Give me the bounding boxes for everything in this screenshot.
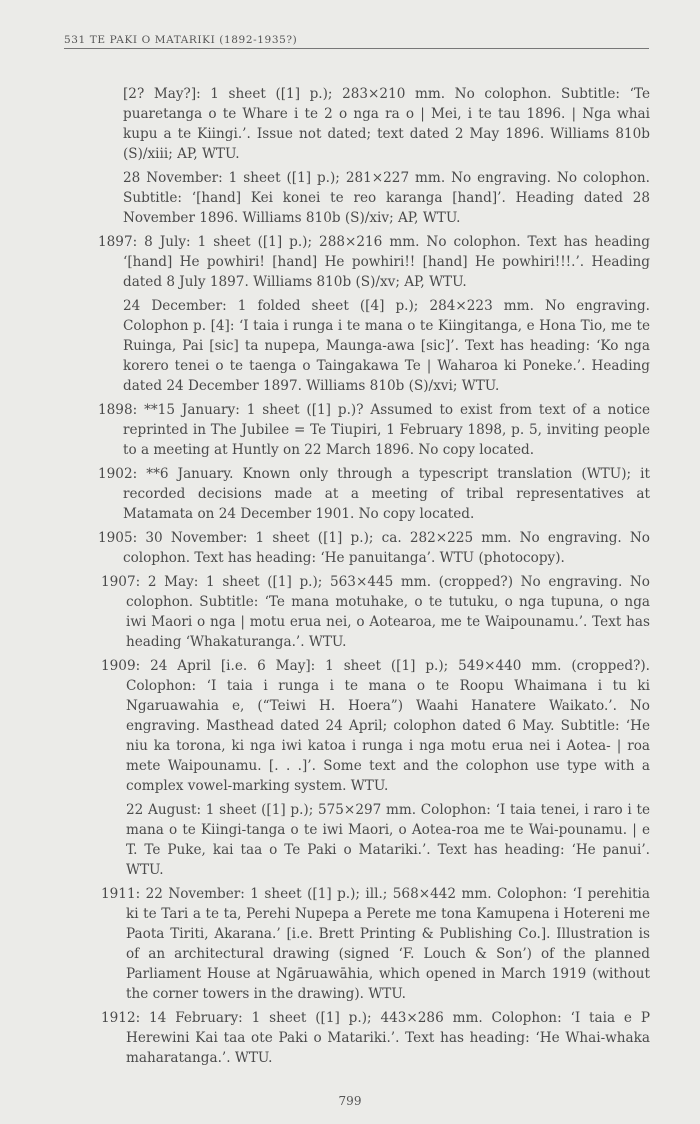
entry-1912: 1912: 14 February: 1 sheet ([1] p.); 443×286 mm. Colophon: ‘I taia e P Herewini Kai taa ote Paki o Matariki.’. Text has heading: ‘He Whai-whaka maharatanga.’. WTU. xyxy=(101,1010,650,1066)
entry-1909-august: 22 August: 1 sheet ([1] p.); 575×297 mm. Colophon: ‘I taia tenei, i raro i te mana o te Kiingi-tanga o te iwi Maori, o Aotea-roa me te Wai-pounamu. | e T. Te Puke, kai taa o Te Paki o Matariki.’. Text has heading: ‘He panui’. WTU. xyxy=(126,802,650,878)
entry-1911: 1911: 22 November: 1 sheet ([1] p.); ill.; 568×442 mm. Colophon: ‘I perehitia ki te Tari a te ta, Perehi Nupepa a Perete me tona Kamupena i Hotereni me Paota Tiriti, Akarana.’ [i.e. Brett Printing & Publishing Co.]. Illustration is of an architectural drawing (signed ‘F. Louch & Son’) of the planned Parliament House at Ngāruawāhia, which opened in March 1919 (without the corner towers in the drawing). WTU. xyxy=(101,886,650,1002)
entry-1898: 1898: **15 January: 1 sheet ([1] p.)? Assumed to exist from text of a notice reprinted in The Jubilee = Te Tiupiri, 1 February 1898, p. 5, inviting people to a meeting at Huntly on 22 March 1896. No copy located. xyxy=(98,402,650,458)
entry-1896-november: 28 November: 1 sheet ([1] p.); 281×227 mm. No engraving. No colophon. Subtitle: ‘[hand] Kei konei te reo karanga [hand]’. Heading dated 28 November 1896. Williams 810b (S)/xiv; AP, WTU. xyxy=(123,170,650,226)
entry-1902: 1902: **6 January. Known only through a typescript translation (WTU); it recorded decisions made at a meeting of tribal representatives at Matamata on 24 December 1901. No copy located. xyxy=(98,466,650,522)
page-number: 799 xyxy=(338,1094,362,1108)
entry-1909-april: 1909: 24 April [i.e. 6 May]: 1 sheet ([1] p.); 549×440 mm. (cropped?). Colophon: ‘I taia i runga i te mana o te Roopu Whaimana i tu ki Ngaruawahia e, (“Teiwi H. Hoera”) Waahi Hanatere Waikato.’. No engraving. Masthead dated 24 April; colophon dated 6 May. Subtitle: ‘He niu ka torona, ki nga iwi katoa i runga i nga motu erua nei i Aotea- | roa mete Waipounamu. [. . .]’. Some text and the colophon use type with a complex vowel-marking system. WTU. xyxy=(101,658,650,794)
entry-1897-july: 1897: 8 July: 1 sheet ([1] p.); 288×216 mm. No colophon. Text has heading ‘[hand] He powhiri! [hand] He powhiri!! [hand] He powhiri!!!.’. Heading dated 8 July 1897. Williams 810b (S)/xv; AP, WTU. xyxy=(98,234,650,290)
running-head: 531 TE PAKI O MATARIKI (1892-1935?) xyxy=(64,34,649,49)
entry-1896-may: [2? May?]: 1 sheet ([1] p.); 283×210 mm. No colophon. Subtitle: ‘Te puaretanga o te Whare i te 2 o nga ra o | Mei, i te tau 1896. | Nga whai kupu a te Kiingi.’. Issue not dated; text dated 2 May 1896. Williams 810b (S)/xiii; AP, WTU. xyxy=(123,86,650,162)
bibliography-entries xyxy=(0,84,700,1072)
entry-1905: 1905: 30 November: 1 sheet ([1] p.); ca. 282×225 mm. No engraving. No colophon. Text has heading: ‘He panuitanga’. WTU (photocopy). xyxy=(98,530,650,566)
entry-1897-december: 24 December: 1 folded sheet ([4] p.); 284×223 mm. No engraving. Colophon p. [4]: ‘I taia i runga i te mana o te Kiingitanga, e Hona Tio, me te Ruinga, Pai [sic] ta nupepa, Maunga-awa [sic]’. Text has heading: ‘Ko nga korero tenei o te taenga o Taingakawa Te | Waharoa ki Poneke.’. Heading dated 24 December 1897. Williams 810b (S)/xvi; WTU. xyxy=(123,298,650,394)
entry-1907: 1907: 2 May: 1 sheet ([1] p.); 563×445 mm. (cropped?) No engraving. No colophon. Subtitle: ‘Te mana motuhake, o te tutuku, o nga tupuna, o nga iwi Maori o nga | motu erua nei, o Aotearoa, me te Waipounamu.’. Text has heading ‘Whakaturanga.’. WTU. xyxy=(101,574,650,650)
